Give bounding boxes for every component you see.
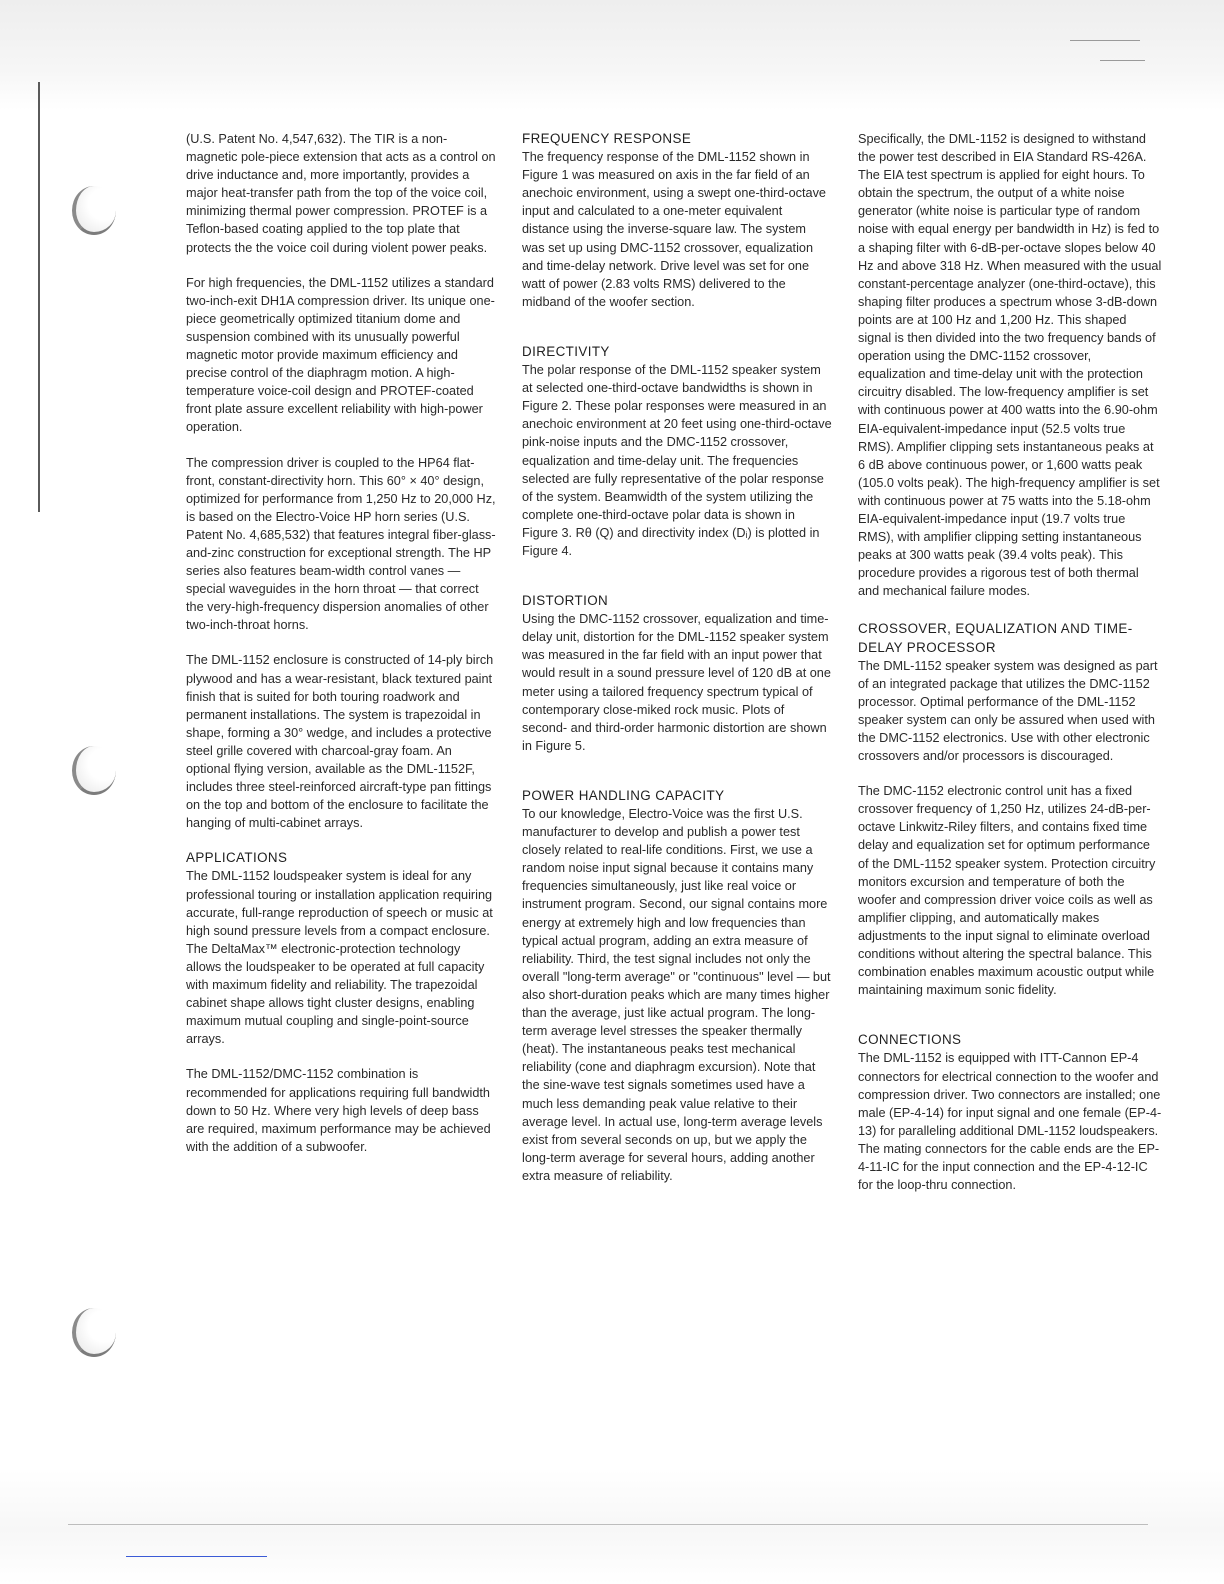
- frequency-response-text: The frequency response of the DML-1152 shown in Figure 1 was measured on axis in the far field of an anechoic environment, using a swept one-third-octave input and calculated to a one-meter equivalent distance using the inverse-square law. The system was set up using DMC-1152 crossover, equalization and time-delay network. Drive level was set for one watt of power (2.83 volts RMS) delivered to the midband of the woofer section.: [522, 150, 826, 309]
- power-handling-text: To our knowledge, Electro-Voice was the first U.S. manufacturer to develop and publish a power test closely related to real-life conditions. First, we use a random noise input signal because it contains many frequencies simultaneously, just like real voice or instrument program. Second, our signal contains more energy at extremely high and low frequencies than typical actual program, adding an extra measure of reliability. Third, the test signal includes not only the overall "long-term average" or "continuous" level — but also short-duration peaks which are many times higher than the average, just like actual program. The long-term average level stresses the speaker thermally (heat). The instantaneous peaks test mechanical reliability (cone and diaphragm excursion). Note that the sine-wave test signals sometimes used have a much less demanding peak value relative to their average level. In actual use, long-term average levels exist from several seconds on up, but we apply the long-term average for several hours, adding another extra measure of reliability.: [522, 807, 831, 1183]
- directivity-section: [522, 343, 832, 560]
- distortion-heading: DISTORTION: [522, 593, 609, 609]
- crossover-section: [858, 620, 1162, 999]
- binding-hole-bottom: [72, 1308, 116, 1357]
- middle-column: [522, 130, 832, 1217]
- scan-mark-top: [1070, 40, 1140, 41]
- connections-section: [858, 1031, 1162, 1194]
- binding-hole-top: [72, 186, 116, 235]
- scan-mark-top-2: [1100, 60, 1145, 61]
- crossover-paragraph-1: The DML-1152 speaker system was designed as part of an integrated package that utilizes the DMC-1152 processor. Optimal performance of the DML-1152 speaker system can only be assured when used with the DMC-1152 electronics. Use with other electronic crossovers and/or processors is discouraged.: [858, 658, 1158, 764]
- power-handling-heading: POWER HANDLING CAPACITY: [522, 787, 725, 803]
- crossover-heading: CROSSOVER, EQUALIZATION AND TIME-DELAY PROCESSOR: [858, 621, 1133, 655]
- power-handling-section: [522, 787, 832, 1185]
- crossover-paragraph-2: The DMC-1152 electronic control unit has a fixed crossover frequency of 1,250 Hz, utilizes 24-dB-per-octave Linkwitz-Riley filters, and contains fixed time delay and equalization set for optimum performance of the DML-1152 speaker system. Protection circuitry monitors excursion and temperature of both the woofer and compression driver voice coils as well as amplifier clipping, and automatically makes adjustments to the input signal to eliminate overload conditions without altering the spectral balance. This combination enables maximum acoustic output while maintaining maximum sonic fidelity.: [858, 784, 1156, 998]
- distortion-section: [522, 592, 832, 755]
- right-column: [858, 130, 1162, 1226]
- left-paragraph-1: (U.S. Patent No. 4,547,632). The TIR is a non-magnetic pole-piece extension that acts as a control on drive inductance and, more importantly, provides a major heat-transfer path from the top of the voice coil, minimizing thermal power compression. PROTEF is a Teflon-based coating applied to the top plate that protects the the voice coil during violent power peaks.: [186, 132, 496, 255]
- applications-paragraph-1: The DML-1152 loudspeaker system is ideal for any professional touring or installation application requiring accurate, full-range reproduction of speech or music at high sound pressure levels from a compact enclosure. The DeltaMax™ electronic-protection technology allows the loudspeaker to be operated at full capacity with maximum fidelity and reliability. The trapezoidal cabinet shape allows tight cluster designs, enabling maximum mutual coupling and single-point-source arrays.: [186, 869, 493, 1047]
- frequency-response-section: [522, 130, 832, 311]
- scan-top-shadow: [0, 0, 1224, 70]
- left-column: [186, 130, 496, 1188]
- connections-text: The DML-1152 is equipped with ITT-Cannon EP-4 connectors for electrical connection to the woofer and compression driver. Two connectors are installed; one male (EP-4-14) for input signal and one female (EP-4-13) for paralleling additional DML-1152 loudspeakers. The mating connectors for the cable ends are the EP-4-11-IC for the input connection and the EP-4-12-IC for the loop-thru connection.: [858, 1051, 1162, 1193]
- distortion-text: Using the DMC-1152 crossover, equalization and time-delay unit, distortion for the DML-1152 speaker system was measured in the far field with an input power that would result in a sound pressure level of 120 dB at one meter using a tailored frequency spectrum typical of contemporary close-miked rock music. Plots of second- and third-order harmonic distortion are shown in Figure 5.: [522, 612, 831, 753]
- frequency-response-heading: FREQUENCY RESPONSE: [522, 131, 692, 146]
- bottom-blue-rule: [126, 1556, 267, 1557]
- connections-heading: CONNECTIONS: [858, 1032, 962, 1048]
- left-paragraph-2: For high frequencies, the DML-1152 utilizes a standard two-inch-exit DH1A compression driver. Its unique one-piece geometrically optimized titanium dome and suspension combined with its unusually powerful magnetic motor provide maximum efficiency and precise control of the diaphragm motion. A high-temperature voice-coil design and PROTEF-coated front plate assure excellent reliability with high-power operation.: [186, 275, 495, 435]
- applications-paragraph-2: The DML-1152/DMC-1152 combination is recommended for applications requiring full bandwidth down to 50 Hz. Where very high levels of deep bass are required, maximum performance may be achieved with the addition of a subwoofer.: [186, 1067, 491, 1154]
- power-test-paragraph: Specifically, the DML-1152 is designed to withstand the power test described in EIA Standard RS-426A. The EIA test spectrum is applied for eight hours. To obtain the spectrum, the output of a white noise generator (white noise is particular type of random noise with equal energy per bandwidth in Hz) is fed to a shaping filter with 6-dB-per-octave slopes below 40 Hz and above 318 Hz. When measured with the usual constant-percentage analyzer (one-third-octave), this shaping filter produces a spectrum whose 3-dB-down points are at 100 Hz and 1,200 Hz. This shaped signal is then divided into the two frequency bands of operation using the DMC-1152 crossover, equalization and time-delay unit with the protection circuitry disabled. The low-frequency amplifier is set with continuous power at 400 watts into the 6.90-ohm EIA-equivalent-impedance input (52.5 volts true RMS). Amplifier clipping sets instantaneous peaks at 6 dB above continuous power, or 1,600 watts peak (105.0 volts peak). The high-frequency amplifier is set with continuous power at 75 watts into the 5.18-ohm EIA-equivalent-impedance input (19.7 volts true RMS), with amplifier clipping setting instantaneous peaks at 300 watts peak (39.4 volts peak). This procedure provides a rigorous test of both thermal and mechanical failure modes.: [858, 132, 1162, 599]
- directivity-text: The polar response of the DML-1152 speaker system at selected one-third-octave bandwidths is shown in Figure 2. These polar responses were measured in an anechoic environment at 20 feet using one-third-octave pink-noise inputs and the DMC-1152 crossover, equalization and time-delay unit. The frequencies selected are fully representative of the polar response of the system. Beamwidth of the system utilizing the complete one-third-octave polar data is shown in Figure 3. Rθ (Q) and directivity index (Dᵢ) is plotted in Figure 4.: [522, 363, 832, 558]
- directivity-heading: DIRECTIVITY: [522, 343, 610, 359]
- scan-bottom-line: [68, 1524, 1148, 1525]
- binding-hole-middle: [72, 746, 116, 795]
- left-paragraph-3: The compression driver is coupled to the HP64 flat-front, constant-directivity horn. This 60° × 40° design, optimized for performance from 1,250 Hz to 20,000 Hz, is based on the Electro-Voice HP horn series (U.S. Patent No. 4,685,532) that features integral fiber-glass-and-zinc construction for exceptional strength. The HP series also features beam-width control vanes — special waveguides in the horn throat — that correct the very-high-frequency dispersion anomalies of other two-inch-throat horns.: [186, 455, 496, 633]
- left-paragraph-4: The DML-1152 enclosure is constructed of 14-ply birch plywood and has a wear-resistant, black textured paint finish that is suited for both touring roadwork and permanent installations. The system is trapezoidal in shape, forming a 30° wedge, and includes a protective steel grille covered with charcoal-gray foam. An optional flying version, available as the DML-1152F, includes three steel-reinforced aircraft-type pan fittings on the top and bottom of the enclosure to facilitate the hanging of multi-cabinet arrays.: [186, 653, 494, 831]
- applications-heading: APPLICATIONS: [186, 850, 288, 866]
- scan-left-edge-line: [38, 82, 40, 512]
- applications-section: [186, 849, 496, 1156]
